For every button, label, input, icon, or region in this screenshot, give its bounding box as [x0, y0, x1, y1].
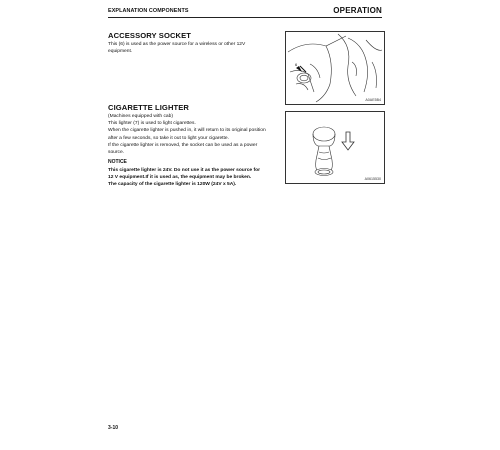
- accessory-socket-line: This (6) is used as the power source for a wireless or other 12V: [108, 42, 246, 47]
- accessory-socket-line: equipment.: [108, 49, 133, 55]
- cigarette-lighter-line: When the cigarette lighter is pushed in, it will return to its original position: [108, 128, 266, 134]
- svg-text:6: 6: [295, 62, 298, 67]
- notice-line: The capacity of the cigarette lighter is 120W (24V x 5A).: [108, 182, 237, 188]
- notice-title: NOTICE: [108, 159, 127, 165]
- header-chapter-title: OPERATION: [333, 6, 382, 15]
- cigarette-lighter-line: This lighter (7) is used to light cigarettes.: [108, 121, 196, 127]
- accessory-socket-illustration: [286, 32, 384, 104]
- cigarette-lighter-line: after a few seconds, so take it out to light your cigarette.: [108, 135, 229, 141]
- cigarette-lighter-line: (Machines equipped with cab): [108, 114, 173, 119]
- cigarette-lighter-text: [108, 113, 266, 156]
- cigarette-lighter-title: CIGARETTE LIGHTER: [108, 103, 190, 112]
- cigarette-lighter-line: source.: [108, 150, 125, 156]
- cigarette-lighter-figure-code: A0615530: [364, 177, 381, 181]
- accessory-socket-text: [108, 41, 245, 55]
- page-number: 3-10: [108, 425, 119, 431]
- accessory-socket-title: ACCESSORY SOCKET: [108, 31, 192, 40]
- cigarette-lighter-line: If the cigarette lighter is removed, the socket can be used as a power: [108, 142, 258, 148]
- cigarette-lighter-illustration: [286, 112, 384, 183]
- notice-line: This cigarette lighter is 24V. Do not use it as the power source for: [108, 168, 261, 173]
- accessory-socket-figure-code: A0AE5B4: [365, 98, 381, 102]
- accessory-socket-figure: [285, 31, 385, 105]
- notice-text: [108, 167, 260, 189]
- page-header: [108, 8, 382, 18]
- cigarette-lighter-figure: [285, 111, 385, 184]
- header-section-label: EXPLANATION COMPONENTS: [108, 8, 189, 14]
- notice-line: 12 V equipment.If it is used as, the equipment may be broken.: [108, 175, 252, 181]
